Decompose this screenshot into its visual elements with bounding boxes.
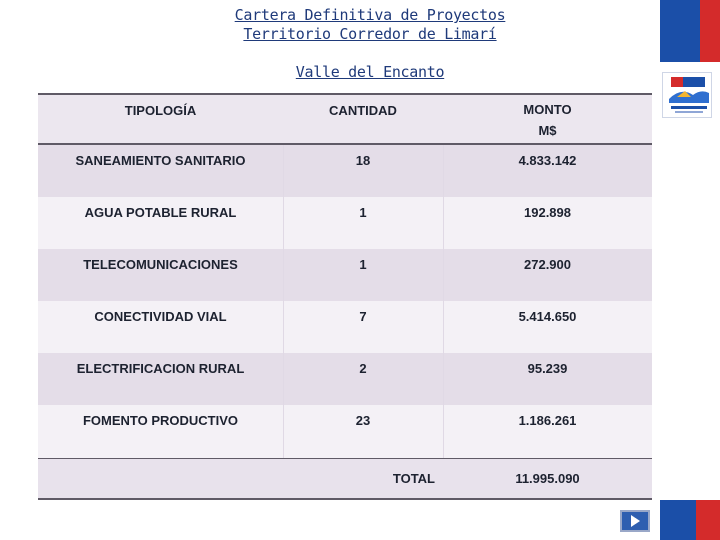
play-next-icon: [628, 514, 642, 528]
header-tipologia: TIPOLOGÍA: [124, 103, 197, 118]
header-monto: [443, 95, 652, 143]
header-cantidad: CANTIDAD: [329, 103, 397, 118]
row-cantidad: 2: [359, 361, 367, 376]
title-line-1: Cartera Definitiva de Proyectos: [234, 6, 506, 24]
total-empty-cell: [38, 459, 283, 498]
regional-logo-icon: [662, 72, 712, 118]
table-header-row: [38, 93, 652, 145]
row-tipologia: FOMENTO PRODUCTIVO: [82, 413, 239, 428]
row-monto: 5.414.650: [518, 309, 577, 324]
row-tipologia: SANEAMIENTO SANITARIO: [75, 153, 246, 168]
row-tipologia: ELECTRIFICACION RURAL: [76, 361, 245, 376]
row-monto: 1.186.261: [518, 413, 577, 428]
row-tipologia: TELECOMUNICACIONES: [83, 257, 238, 272]
projects-table: [38, 93, 652, 500]
table-row: [38, 301, 652, 353]
row-tipologia: CONECTIVIDAD VIAL: [94, 309, 227, 324]
flag-strip-red: [700, 0, 720, 62]
row-cantidad: 1: [359, 205, 367, 220]
row-monto: 272.900: [524, 257, 571, 272]
table-row: [38, 197, 652, 249]
header-monto-line2: M$: [538, 123, 557, 138]
table-total-row: [38, 458, 652, 500]
table-row: [38, 353, 652, 405]
row-cantidad: 23: [355, 413, 371, 428]
row-cantidad: 18: [355, 153, 371, 168]
title-line-2: Territorio Corredor de Limarí: [243, 25, 497, 43]
header-monto-line1: MONTO: [523, 102, 572, 117]
row-monto: 4.833.142: [518, 153, 577, 168]
row-cantidad: 7: [359, 309, 367, 324]
row-tipologia: AGUA POTABLE RURAL: [84, 205, 237, 220]
table-row: [38, 249, 652, 301]
row-cantidad: 1: [359, 257, 367, 272]
column-divider: [443, 145, 444, 458]
next-slide-button[interactable]: [620, 510, 650, 532]
row-monto: 192.898: [524, 205, 571, 220]
row-monto: 95.239: [527, 361, 568, 376]
column-divider: [283, 145, 284, 458]
flag-strip-blue-bottom: [660, 500, 696, 540]
title-line-3: Valle del Encanto: [295, 63, 445, 81]
table-row: [38, 145, 652, 197]
table-row: [38, 405, 652, 458]
total-value: 11.995.090: [515, 471, 580, 486]
total-label: TOTAL: [392, 471, 435, 486]
